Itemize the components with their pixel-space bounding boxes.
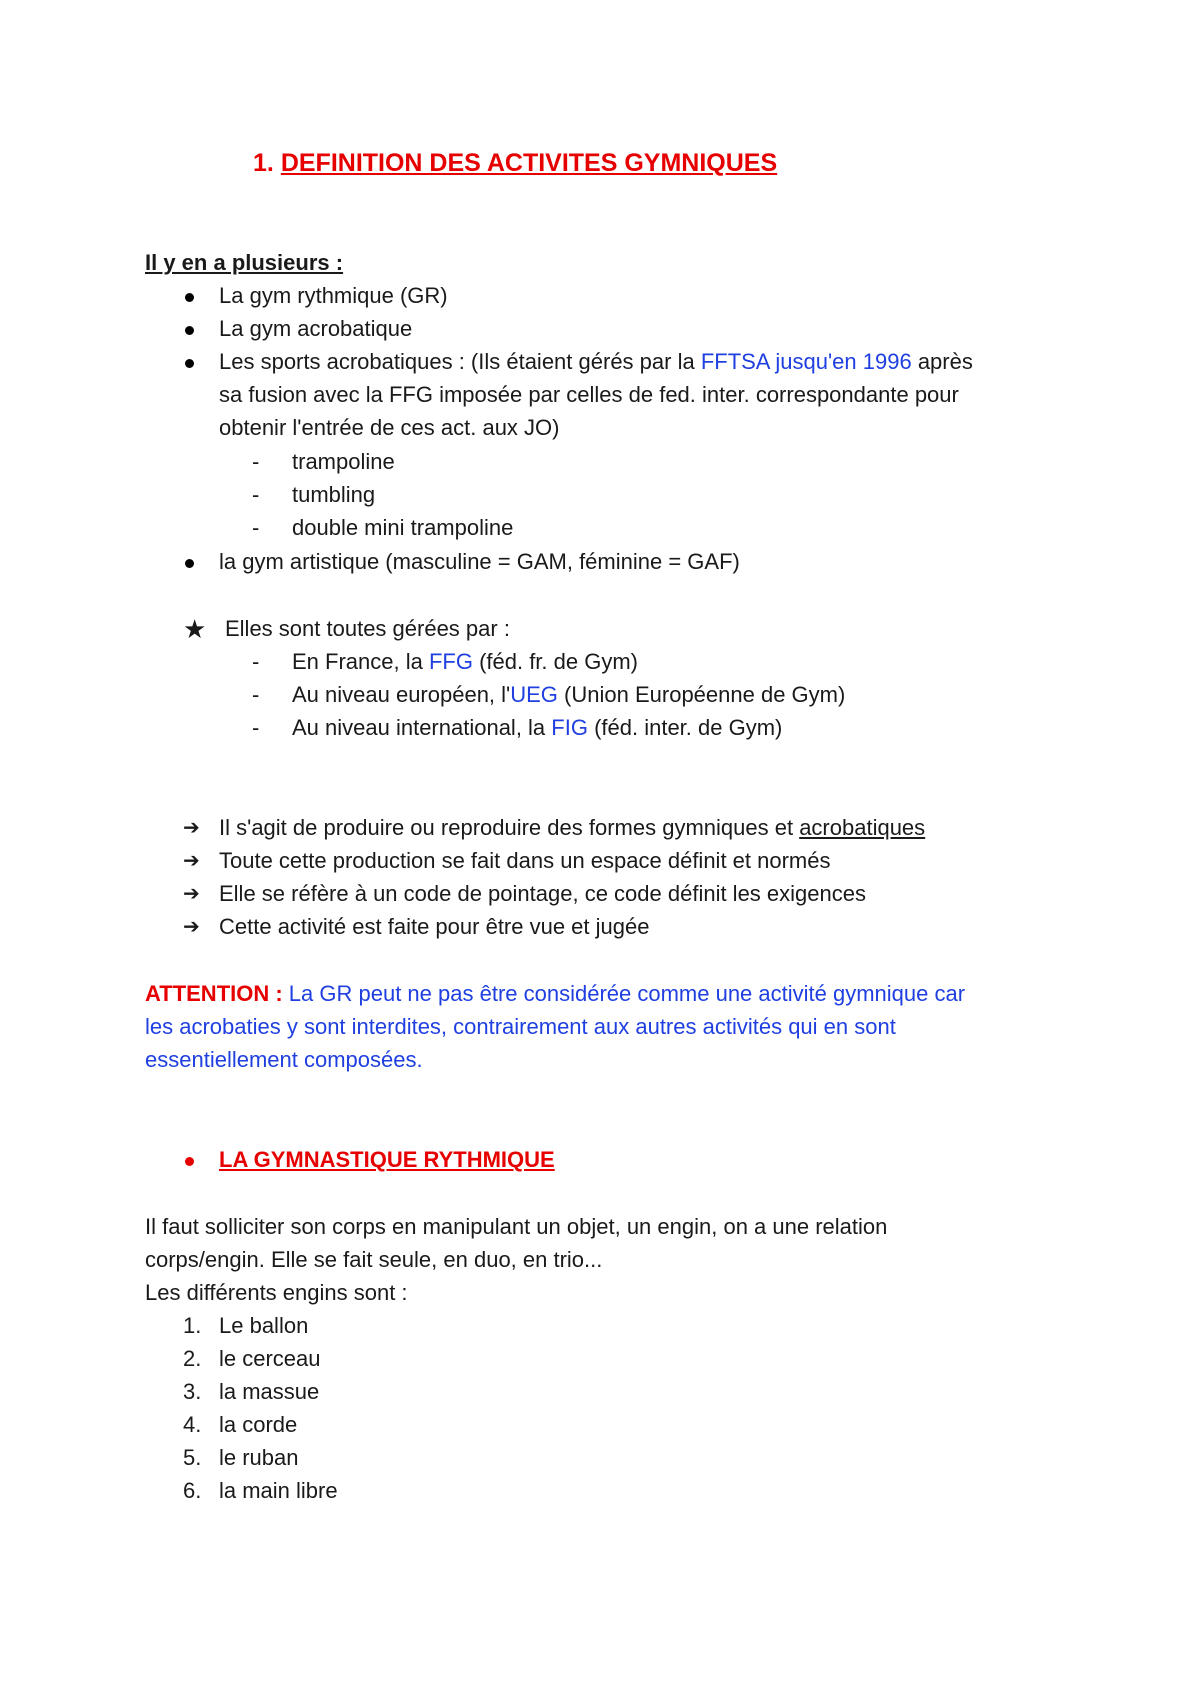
arrow-statement-3: Elle se réfère à un code de pointage, ce code définit les exigences	[219, 881, 866, 906]
dash-icon: -	[252, 649, 260, 674]
list-number: 6.	[183, 1478, 202, 1503]
governance-ffg-prefix: En France, la	[292, 649, 429, 674]
fig-link[interactable]: FIG	[551, 715, 588, 740]
activity-sports-line2: sa fusion avec la FFG imposée par celles de fed. inter. correspondante pour	[219, 382, 959, 407]
acrobatiques-underlined: acrobatiques	[799, 815, 926, 840]
dash-icon: -	[252, 482, 260, 507]
attention-label: ATTENTION :	[145, 981, 283, 1006]
star-icon: ★	[183, 614, 207, 644]
governance-ueg-suffix: (Union Européenne de Gym)	[557, 682, 846, 707]
arrow-statement-1-prefix: Il s'agit de produire ou reproduire des formes gymniques et	[219, 815, 800, 840]
fftsa-link[interactable]: FFTSA jusqu'en 1996	[700, 349, 912, 374]
attention-line2: les acrobaties y sont interdites, contrairement aux autres activités qui en sont	[145, 1014, 896, 1039]
bullet-icon	[185, 1157, 194, 1166]
arrow-right-icon: ➔	[183, 850, 200, 872]
arrow-right-icon: ➔	[183, 916, 200, 938]
engin-item: le ruban	[219, 1445, 299, 1470]
list-number: 1.	[183, 1313, 202, 1338]
sub-item-tumbling: tumbling	[292, 482, 376, 507]
arrow-statement-4: Cette activité est faite pour être vue et jugée	[219, 914, 650, 939]
section2-title: LA GYMNASTIQUE RYTHMIQUE	[219, 1147, 555, 1172]
engin-item: la corde	[219, 1412, 298, 1437]
governance-ueg-prefix: Au niveau européen, l'	[292, 682, 511, 707]
activity-artistique: la gym artistique (masculine = GAM, féminine = GAF)	[219, 549, 740, 574]
engin-item: Le ballon	[219, 1313, 309, 1338]
dash-icon: -	[252, 682, 260, 707]
sub-item-double-mini: double mini trampoline	[292, 515, 514, 540]
governance-fig	[292, 713, 782, 743]
engin-item: le cerceau	[219, 1346, 321, 1371]
activity-sports	[219, 347, 973, 377]
attention-text-1: La GR peut ne pas être considérée comme une activité gymnique car	[282, 981, 966, 1006]
governance-ueg	[292, 680, 845, 710]
ueg-link[interactable]: UEG	[510, 682, 558, 707]
governance-ffg	[292, 647, 638, 677]
section2-p2: corps/engin. Elle se fait seule, en duo, en trio...	[145, 1247, 603, 1272]
list-number: 2.	[183, 1346, 202, 1371]
dash-icon: -	[252, 715, 260, 740]
engin-item: la massue	[219, 1379, 320, 1404]
arrow-right-icon: ➔	[183, 883, 200, 905]
bullet-icon	[185, 359, 194, 368]
bullet-icon	[185, 293, 194, 302]
activity-sports-prefix: Les sports acrobatiques : (Ils étaient gérés par la	[219, 349, 701, 374]
heading-number: 1.	[253, 149, 274, 177]
attention-line1	[145, 979, 965, 1009]
sub-item-trampoline: trampoline	[292, 449, 395, 474]
arrow-statement-2: Toute cette production se fait dans un espace définit et normés	[219, 848, 831, 873]
heading-text: DEFINITION DES ACTIVITES GYMNIQUES	[280, 149, 778, 177]
arrow-right-icon: ➔	[183, 817, 200, 839]
activity-gr: La gym rythmique (GR)	[219, 283, 448, 308]
section2-p1: Il faut solliciter son corps en manipulant un objet, un engin, on a une relation	[145, 1214, 888, 1239]
engin-item: la main libre	[219, 1478, 338, 1503]
heading	[253, 148, 777, 178]
activity-acro: La gym acrobatique	[219, 316, 413, 341]
governance-fig-prefix: Au niveau international, la	[292, 715, 552, 740]
attention-line3: essentiellement composées.	[145, 1047, 423, 1072]
arrow-statement-1	[219, 813, 925, 843]
section2-p3: Les différents engins sont :	[145, 1280, 408, 1305]
list-number: 5.	[183, 1445, 202, 1470]
governance-ffg-suffix: (féd. fr. de Gym)	[472, 649, 638, 674]
list-number: 3.	[183, 1379, 202, 1404]
bullet-icon	[185, 559, 194, 568]
activity-sports-line3: obtenir l'entrée de ces act. aux JO)	[219, 415, 560, 440]
dash-icon: -	[252, 449, 260, 474]
bullet-icon	[185, 326, 194, 335]
list-number: 4.	[183, 1412, 202, 1437]
activity-sports-suffix: après	[911, 349, 973, 374]
governance-intro: Elles sont toutes gérées par :	[225, 616, 510, 641]
governance-fig-suffix: (féd. inter. de Gym)	[587, 715, 783, 740]
dash-icon: -	[252, 515, 260, 540]
ffg-link[interactable]: FFG	[428, 649, 473, 674]
intro-text: Il y en a plusieurs :	[145, 250, 344, 275]
